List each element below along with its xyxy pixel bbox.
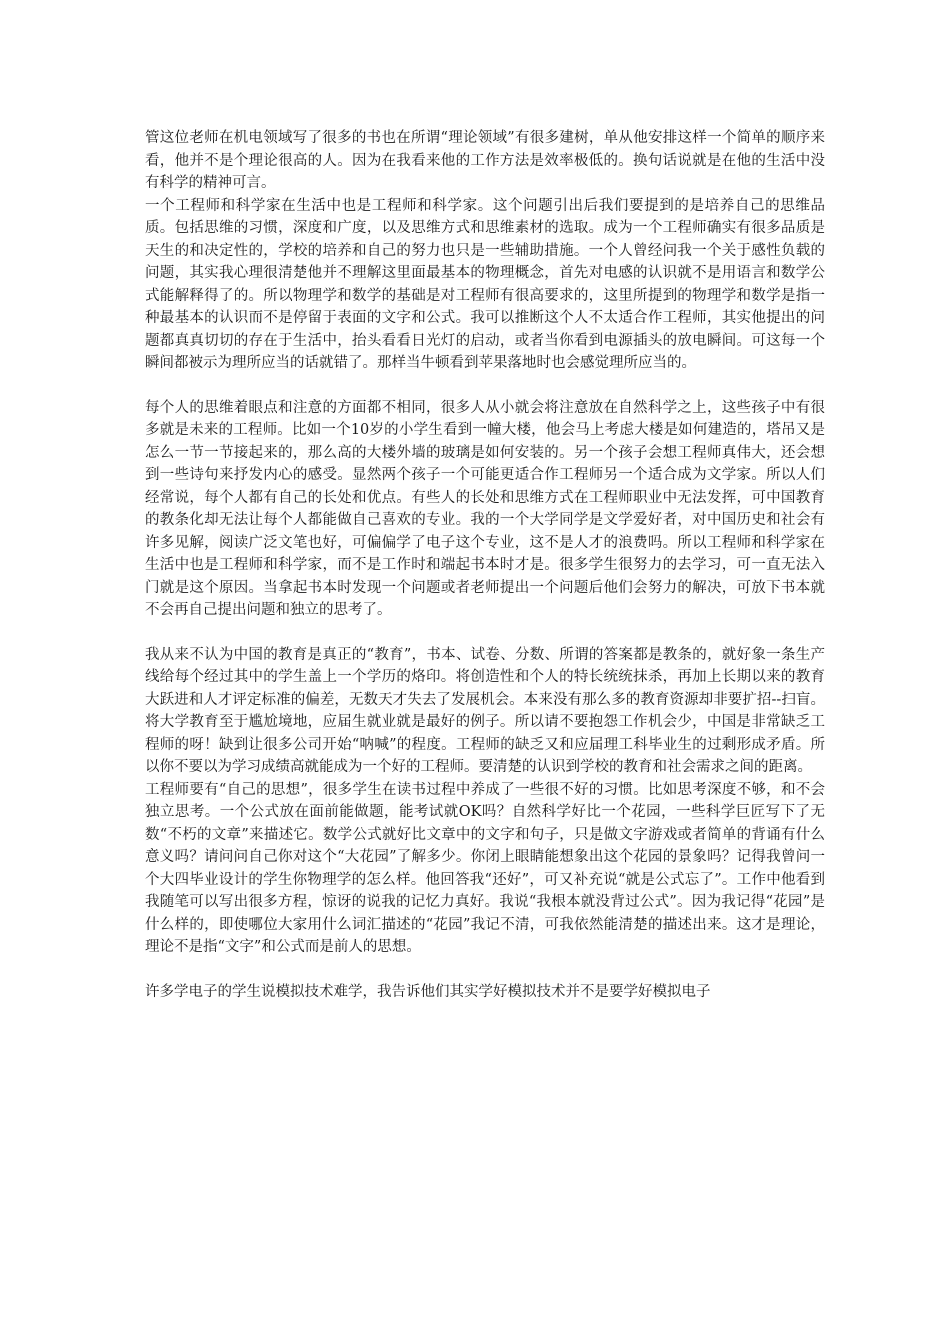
paragraph-1: 管这位老师在机电领域写了很多的书也在所谓“理论领域”有很多建树，单从他安排这样一个简单的顺序来看，他并不是个理论很高的人。因为在我看来他的工作方法是效率极低的。换句话说就是在他的生活中没有科学的精神可言。 bbox=[145, 130, 825, 191]
paragraph-gap bbox=[145, 622, 825, 644]
paragraph-6: 许多学电子的学生说模拟技术难学，我告诉他们其实学好模拟技术并不是要学好模拟电子 bbox=[145, 983, 711, 1000]
paragraph-gap bbox=[145, 959, 825, 981]
paragraph-4: 我从来不认为中国的教育是真正的“教育”，书本、试卷、分数、所谓的答案都是教条的，就好象一条生产线给每个经过其中的学生盖上一个学历的烙印。将创造性和个人的特长统统抹杀，再加上长期以来的教育大跃进和人才评定标准的偏差，无数天才失去了发展机会。本来没有那么多的教育资源却非要扩招--扫盲。将大学教育至于尴尬境地，应届生就业就是最好的例子。所以请不要抱怨工作机会少，中国是非常缺乏工程师的呀！缺到让很多公司开始“呐喊”的程度。工程师的缺乏又和应届理工科毕业生的过剩形成矛盾。所以你不要以为学习成绩高就能成为一个好的工程师。要清楚的认识到学校的教育和社会需求之间的距离。 bbox=[145, 646, 825, 775]
paragraph-2: 一个工程师和科学家在生活中也是工程师和科学家。这个问题引出后我们要提到的是培养自己的思维品质。包括思维的习惯，深度和广度，以及思维方式和思维素材的选取。成为一个工程师确实有很多品质是天生的和决定性的，学校的培养和自己的努力也只是一些辅助措施。一个人曾经问我一个关于感性负载的问题，其实我心理很清楚他并不理解这里面最基本的物理概念，首先对电感的认识就不是用语言和数学公式能解释得了的。所以物理学和数学的基础是对工程师有很高要求的，这里所提到的物理学和数学是指一种最基本的认识而不是停留于表面的文字和公式。我可以推断这个人不太适合作工程师，其实他提出的问题都真真切切的存在于生活中，抬头看看日光灯的启动，或者当你看到电源插头的放电瞬间。可这每一个瞬间都被示为理所应当的话就错了。那样当牛顿看到苹果落地时也会感觉理所应当的。 bbox=[145, 197, 825, 371]
paragraph-3: 每个人的思维着眼点和注意的方面都不相同，很多人从小就会将注意放在自然科学之上，这些孩子中有很多就是未来的工程师。比如一个10岁的小学生看到一幢大楼，他会马上考虑大楼是如何建造的，塔吊又是怎么一节一节接起来的，那么高的大楼外墙的玻璃是如何安装的。另一个孩子会想工程师真伟大，还会想到一些诗句来抒发内心的感受。显然两个孩子一个可能更适合作工程师另一个适合成为文学家。所以人们经常说，每个人都有自己的长处和优点。有些人的长处和思维方式在工程师职业中无法发挥，可中国教育的教条化却无法让每个人都能做自己喜欢的专业。我的一个大学同学是文学爱好者，对中国历史和社会有许多见解，阅读广泛文笔也好，可偏偏学了电子这个专业，这不是人才的浪费吗。所以工程师和科学家在生活中也是工程师和科学家，而不是工作时和端起书本时才是。很多学生很努力的去学习，可一直无法入门就是这个原因。当拿起书本时发现一个问题或者老师提出一个问题后他们会努力的解决，可放下书本就不会再自己提出问题和独立的思考了。 bbox=[145, 399, 825, 618]
paragraph-gap bbox=[145, 375, 825, 397]
paragraph-5: 工程师要有“自己的思想”，很多学生在读书过程中养成了一些很不好的习惯。比如思考深度不够，和不会独立思考。一个公式放在面前能做题，能考试就OK吗？自然科学好比一个花园，一些科学巨匠写下了无数“不朽的文章”来描述它。数学公式就好比文章中的文字和句子，只是做文字游戏或者简单的背诵有什么意义吗？请问问自己你对这个“大花园”了解多少。你闭上眼睛能想象出这个花园的景象吗？记得我曾问一个大四毕业设计的学生你物理学的怎么样。他回答我“还好”，可又补充说“就是公式忘了”。工作中他看到我随笔可以写出很多方程，惊讶的说我的记忆力真好。我说“我根本就没背过公式”。因为我记得“花园”是什么样的，即使哪位大家用什么词汇描述的“花园”我记不清，可我依然能清楚的描述出来。这才是理论，理论不是指“文字”和公式而是前人的思想。 bbox=[145, 781, 825, 955]
document-body bbox=[145, 127, 825, 1003]
